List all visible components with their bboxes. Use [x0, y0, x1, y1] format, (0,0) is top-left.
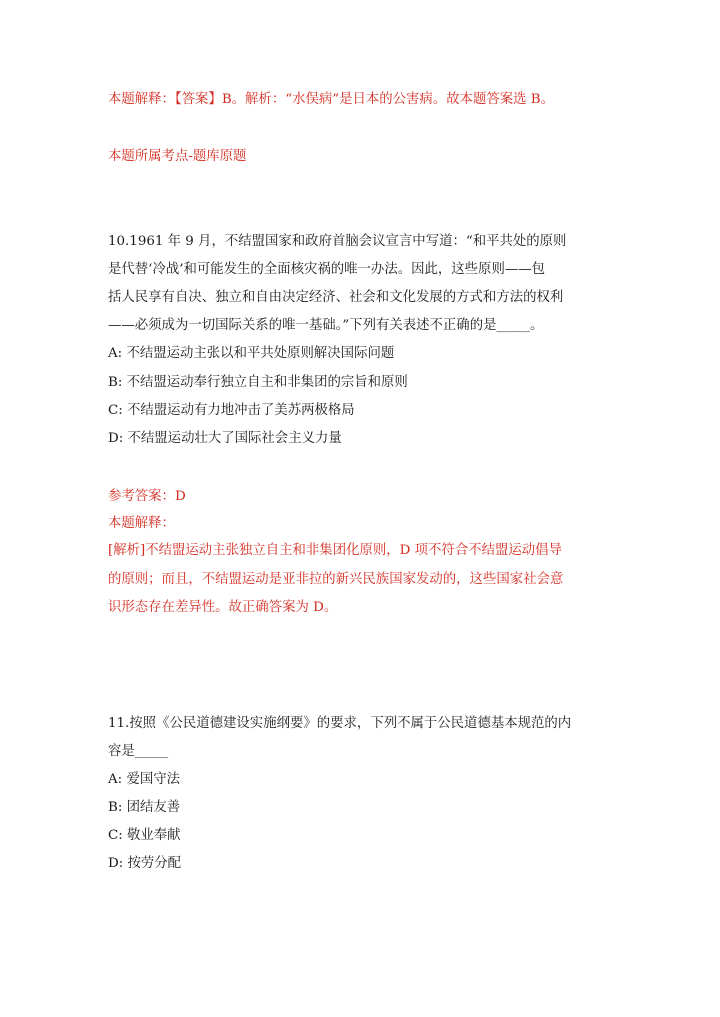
prev-source: 本题所属考点-题库原题	[108, 149, 247, 164]
q10-option-d: D: 不结盟运动壮大了国际社会主义力量	[108, 431, 342, 446]
q10-explain-line: 识形态存在差异性。故正确答案为 D。	[108, 600, 338, 615]
q11-stem-line: 11.按照《公民道德建设实施纲要》的要求，下列不属于公民道德基本规范的内	[108, 716, 572, 731]
q11-option-c: C: 敬业奉献	[108, 828, 181, 843]
q11-option-b: B: 团结友善	[108, 800, 181, 815]
q10-explain-line: [解析]不结盟运动主张独立自主和非集团化原则，D 项不符合不结盟运动倡导	[108, 543, 562, 558]
q10-explain-line: 的原则；而且，不结盟运动是亚非拉的新兴民族国家发动的，这些国家社会意	[108, 572, 564, 587]
q11-option-a: A: 爱国守法	[108, 772, 181, 787]
q10-explain-label: 本题解释：	[108, 516, 175, 531]
q11-option-d: D: 按劳分配	[108, 856, 182, 871]
q10-stem-line: 10.1961 年 9 月，不结盟国家和政府首脑会议宣言中写道：“和平共处的原则	[108, 234, 567, 249]
q10-stem-line: 括人民享有自决、独立和自由决定经济、社会和文化发展的方式和方法的权利	[108, 290, 564, 305]
q10-stem-line: ——必须成为一切国际关系的唯一基础。”下列有关表述不正确的是_____。	[108, 318, 544, 333]
q10-option-c: C: 不结盟运动有力地冲击了美苏两极格局	[108, 403, 355, 418]
prev-explanation: 本题解释：【答案】B。解析：“水俣病”是日本的公害病。故本题答案选 B。	[108, 92, 555, 107]
q10-stem-line: 是代替‘冷战’和可能发生的全面核灾祸的唯一办法。因此，这些原则——包	[108, 262, 546, 277]
q11-stem-line: 容是_____	[108, 744, 169, 759]
q10-option-b: B: 不结盟运动奉行独立自主和非集团的宗旨和原则	[108, 375, 408, 390]
q10-option-a: A: 不结盟运动主张以和平共处原则解决国际问题	[108, 346, 395, 361]
q10-answer: 参考答案：D	[108, 489, 186, 504]
